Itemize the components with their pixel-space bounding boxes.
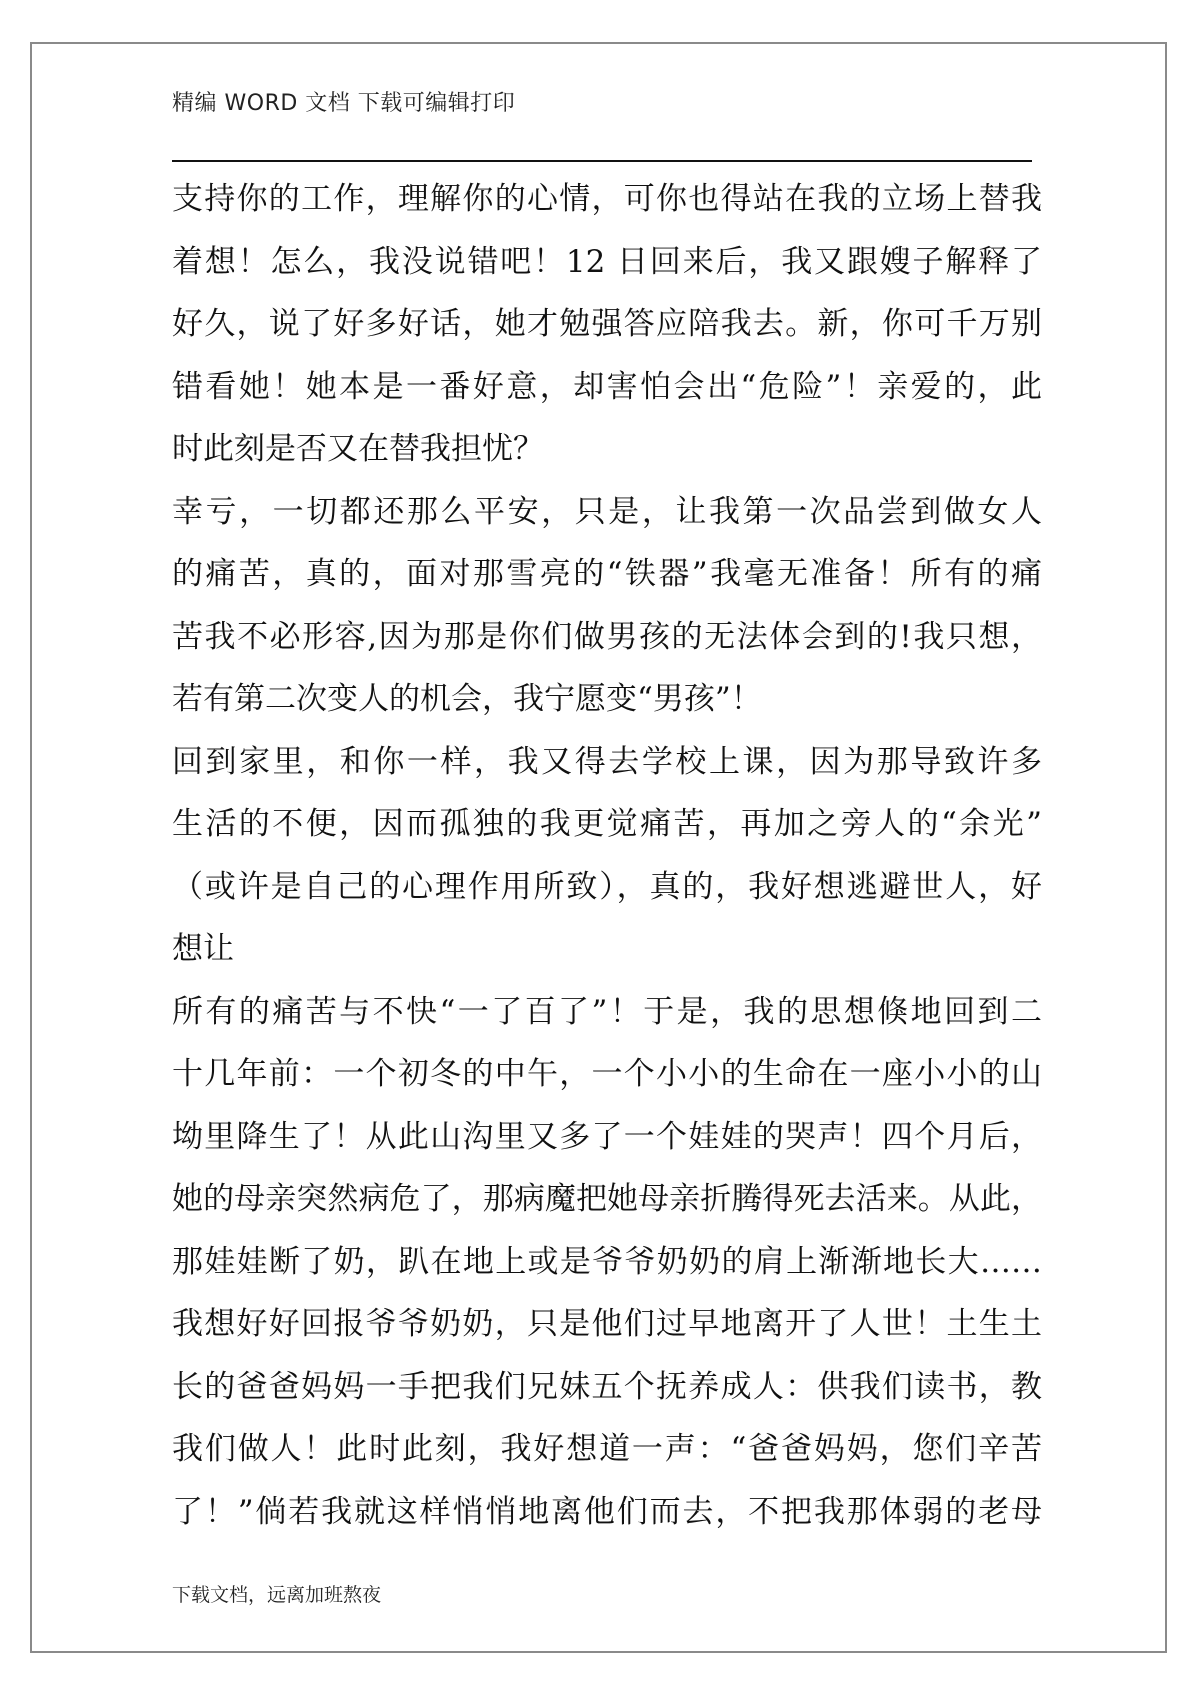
text-line: 十几年前：一个初冬的中午，一个小小的生命在一座小小的山	[172, 1056, 1042, 1092]
text-line: 生活的不便，因而孤独的我更觉痛苦，再加之旁人的“余光”	[172, 806, 1042, 842]
text-line: 着想！怎么，我没说错吧！12 日回来后，我又跟嫂子解释了	[172, 243, 1042, 280]
text-line: 我们做人！此时此刻，我好想道一声：“爸爸妈妈，您们辛苦	[172, 1431, 1042, 1467]
document-footer: 下载文档，远离加班熬夜	[172, 1584, 382, 1606]
text-line: 想让	[172, 931, 234, 967]
text-line: 幸亏，一切都还那么平安，只是，让我第一次品尝到做女人	[172, 493, 1042, 530]
text-line: 苦我不必形容,因为那是你们做男孩的无法体会到的!我只想，	[172, 618, 1042, 655]
text-line: 错看她！她本是一番好意，却害怕会出“危险”！亲爱的，此	[172, 368, 1042, 405]
text-line: 长的爸爸妈妈一手把我们兄妹五个抚养成人：供我们读书，教	[172, 1368, 1042, 1405]
text-line: 回到家里，和你一样，我又得去学校上课，因为那导致许多	[172, 743, 1042, 780]
text-line: 的痛苦，真的，面对那雪亮的“铁器”我毫无准备！所有的痛	[172, 556, 1042, 592]
text-line: 那娃娃断了奶，趴在地上或是爷爷奶奶的肩上渐渐地长大……	[172, 1243, 1042, 1280]
text-line: 所有的痛苦与不快“一了百了”！于是，我的思想倏地回到二	[172, 993, 1042, 1030]
header-divider	[172, 160, 1032, 162]
text-line: 好久，说了好多好话，她才勉强答应陪我去。新，你可千万别	[172, 306, 1042, 342]
text-line: 我想好好回报爷爷奶奶，只是他们过早地离开了人世！土生土	[172, 1306, 1042, 1342]
text-line: 支持你的工作，理解你的心情，可你也得站在我的立场上替我	[172, 181, 1042, 217]
text-line: 她的母亲突然病危了，那病魔把她母亲折腾得死去活来。从此，	[172, 1181, 1042, 1217]
text-line: （或许是自己的心理作用所致），真的，我好想逃避世人，好	[172, 868, 1042, 905]
document-header: 精编 WORD 文档 下载可编辑打印	[172, 91, 516, 116]
text-line: 了！”倘若我就这样悄悄地离他们而去，不把我那体弱的老母	[172, 1493, 1042, 1530]
text-line: 坳里降生了！从此山沟里又多了一个娃娃的哭声！四个月后，	[172, 1118, 1042, 1155]
text-line: 时此刻是否又在替我担忧？	[172, 431, 544, 467]
text-line: 若有第二次变人的机会，我宁愿变“男孩”！	[172, 681, 762, 717]
document-body	[172, 168, 1042, 1543]
